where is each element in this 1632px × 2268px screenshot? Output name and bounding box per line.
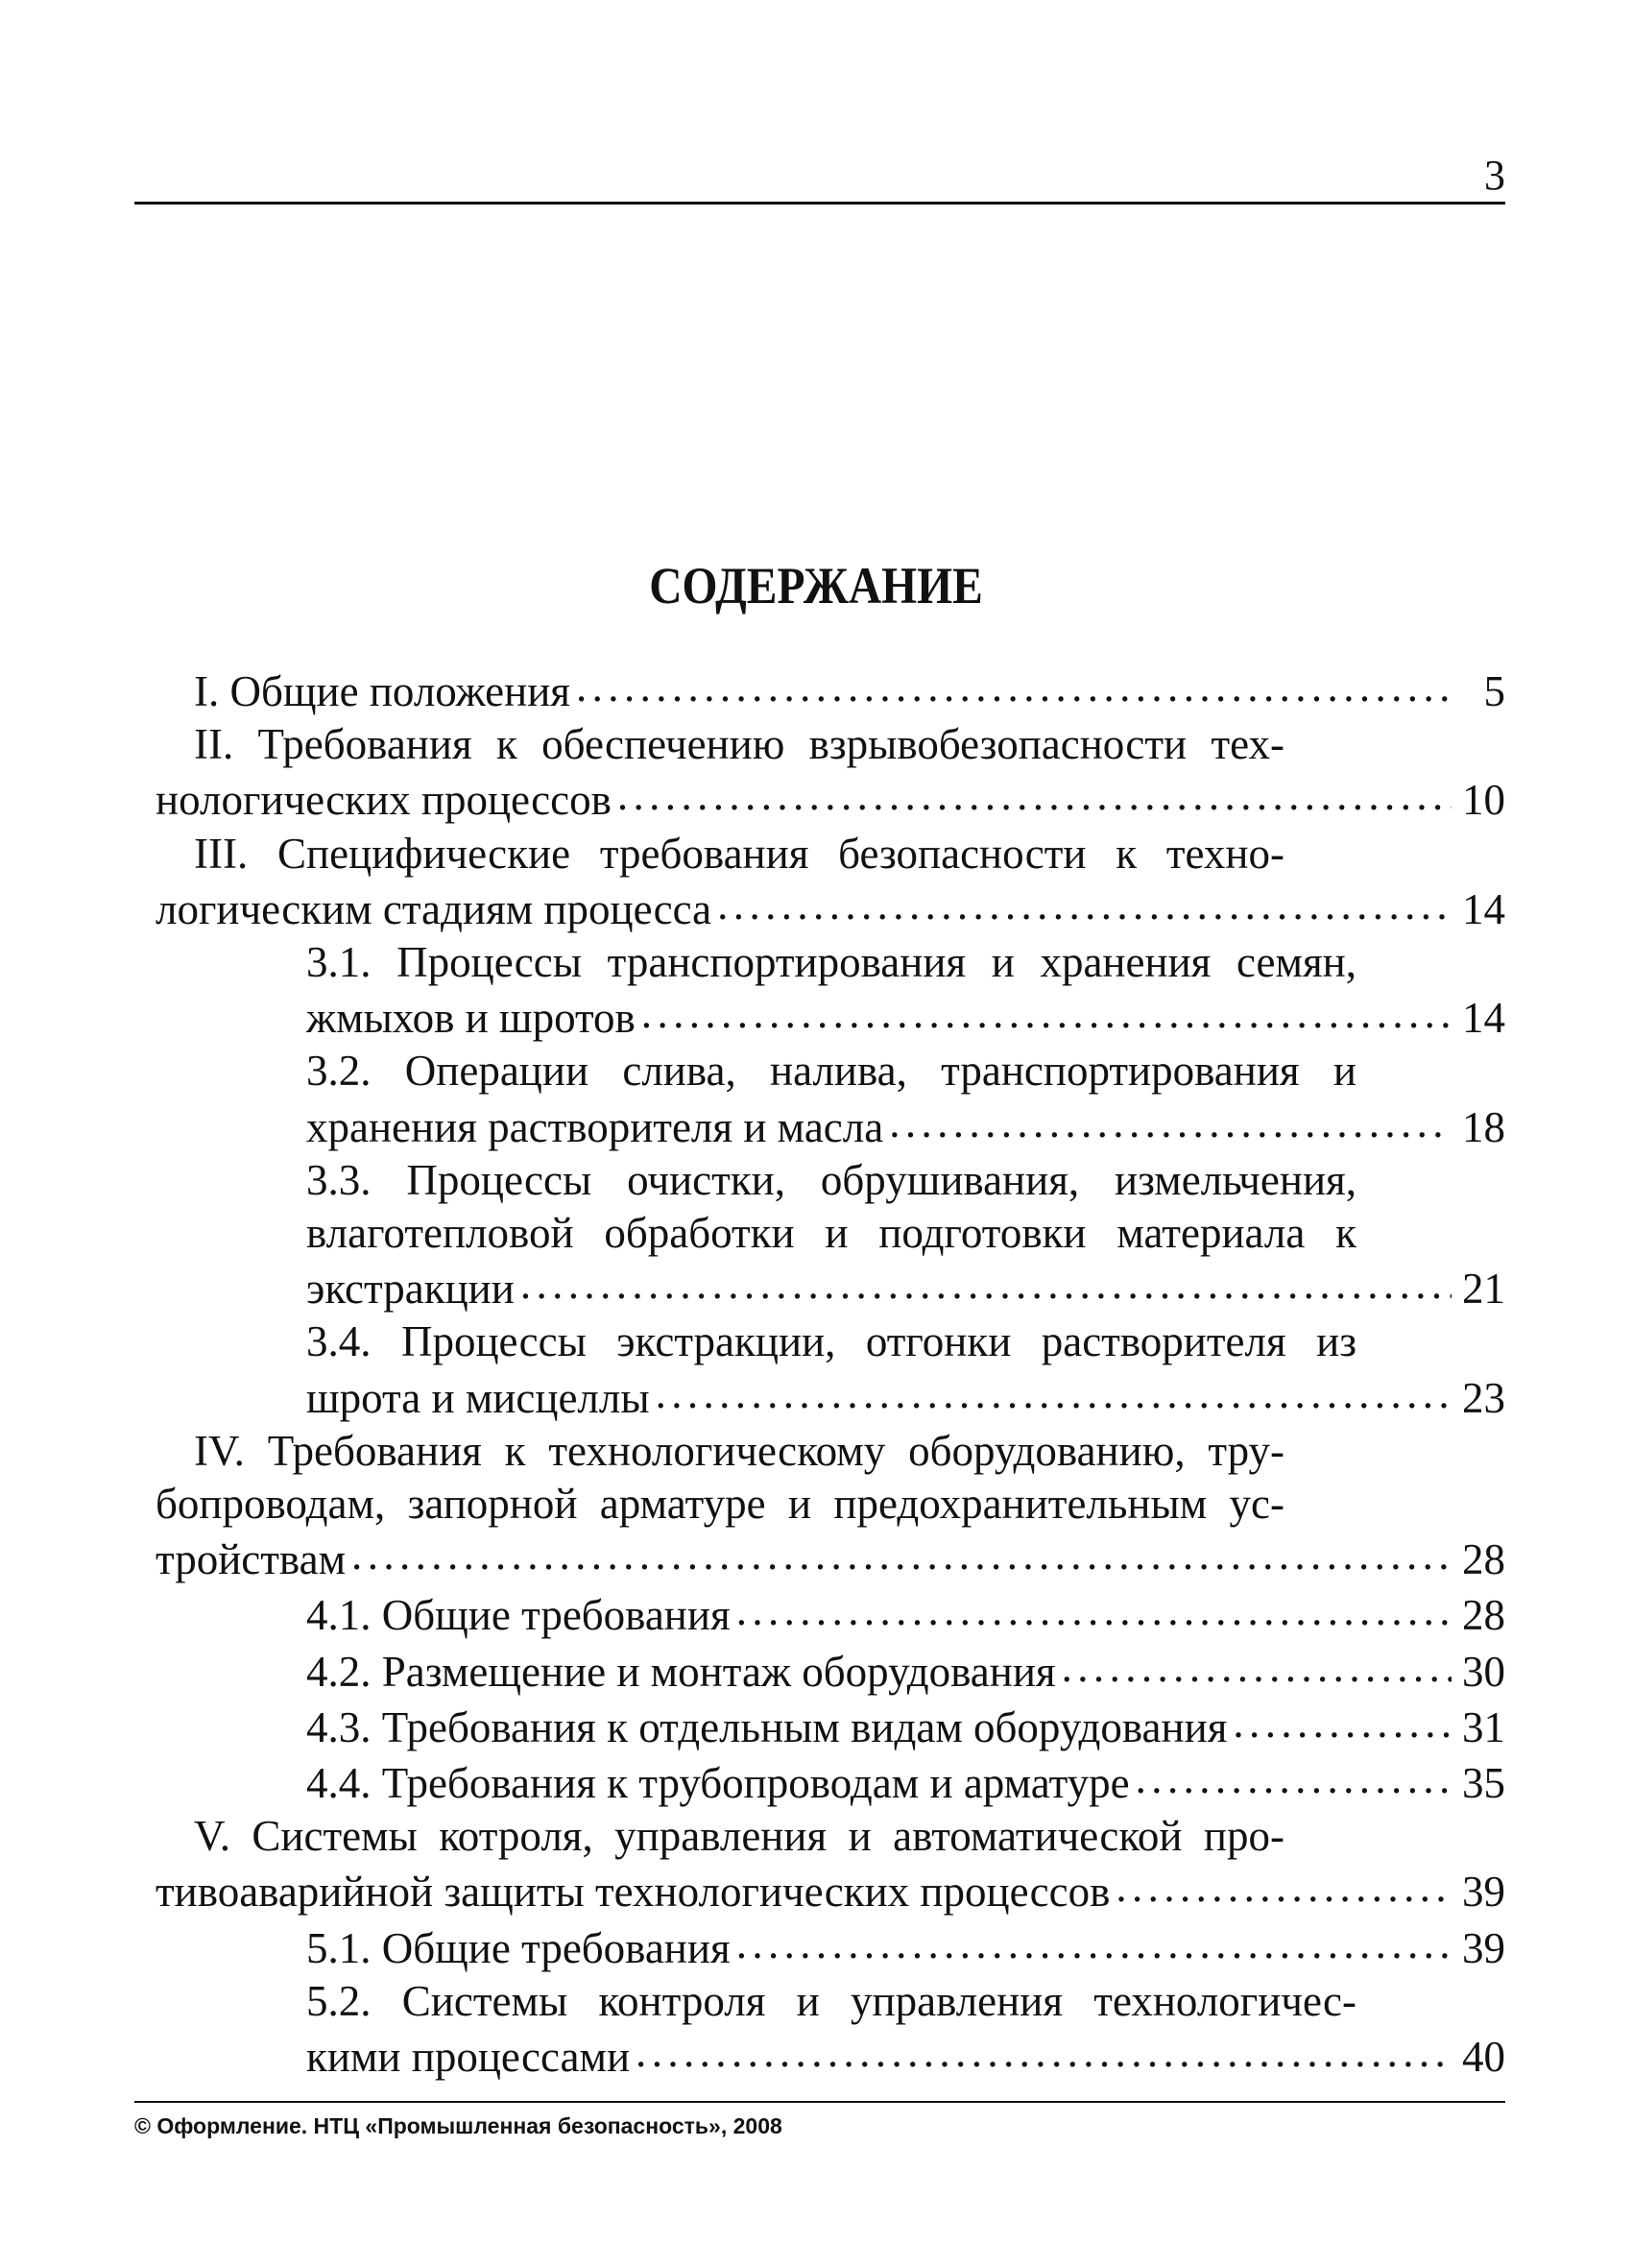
dot-leader [1116,1863,1452,1906]
toc-entry [156,1975,1505,2084]
toc-page-number: 10 [1462,776,1505,825]
toc-entry-line: III. Специфические требования безопасности к техно- [194,829,1284,878]
toc-entry [156,1810,1505,1918]
dot-leader [656,1369,1452,1412]
toc-page-number: 18 [1462,1102,1505,1151]
toc-page-number: 31 [1462,1702,1505,1751]
toc-entry-last-line [228,1919,1505,1975]
toc-page-number: 14 [1462,994,1505,1043]
dot-leader [717,881,1452,924]
toc-entry-last-line [228,1643,1505,1699]
toc-entry-line: 3.3. Процессы очистки, обрушивания, измельчения, [306,1155,1356,1204]
toc-entry [156,1586,1505,1642]
dot-leader [1136,1754,1452,1798]
copyright-notice: © Оформление. НТЦ «Промышленная безопасность», 2008 [134,2113,782,2138]
dot-leader [520,1260,1452,1303]
toc-entry [156,718,1505,827]
table-of-contents [156,663,1505,2084]
toc-page-number: 5 [1483,667,1505,715]
page-number: 3 [1484,152,1505,199]
toc-entry-line: 3.4. Процессы экстракции, отгонки растворителя из [306,1317,1356,1366]
toc-entry [156,828,1505,936]
toc-page-number: 39 [1462,1868,1505,1917]
toc-entry-last-line [228,1098,1505,1154]
dot-leader [636,2028,1452,2071]
toc-entry-text: 5.1. Общие требования [306,1923,731,1972]
toc-entry [156,1699,1505,1754]
toc-entry-last-line [156,881,1505,936]
toc-entry-line: 5.2. Системы контроля и управления технологичес- [306,1976,1356,2025]
dot-leader [576,663,1452,706]
toc-page-number: 35 [1462,1759,1505,1808]
toc-entry-text: тивоаварийной защиты технологических процессов [156,1868,1111,1917]
dot-leader [1233,1699,1452,1742]
toc-entry [156,1315,1505,1424]
toc-entry-last-line [228,1369,1505,1425]
toc-entry-last-line [228,1699,1505,1754]
toc-page-number: 21 [1462,1265,1505,1314]
toc-page-number: 40 [1462,2033,1505,2082]
toc-entry-text: 4.4. Требования к трубопроводам и арматуре [306,1759,1130,1808]
toc-entry-last-line [228,1586,1505,1642]
dot-leader [1062,1643,1452,1686]
toc-entry-last-line [156,1531,1505,1586]
toc-entry-last-line [156,1863,1505,1918]
toc-entry-text: тройствам [156,1535,347,1584]
dot-leader [736,1919,1452,1963]
header-rule [134,202,1505,205]
toc-entry-last-line [228,1754,1505,1810]
toc-entry-line: V. Системы котроля, управления и автоматической про- [194,1812,1284,1861]
toc-page-number: 39 [1462,1923,1505,1972]
toc-entry-text: логическим стадиям процесса [156,884,712,933]
toc-page-number: 30 [1462,1647,1505,1696]
toc-entry-last-line [228,989,1505,1045]
toc-entry [156,1919,1505,1975]
toc-entry-line: влаготепловой обработки и подготовки материала к [306,1209,1356,1258]
toc-entry-line: IV. Требования к технологическому оборудованию, тру- [194,1426,1284,1475]
toc-entry-last-line [228,1260,1505,1315]
toc-entry [156,1425,1505,1587]
toc-entry [156,936,1505,1045]
toc-entry-text: жмыхов и шротов [306,994,636,1043]
toc-entry-text: шрота и мисцеллы [306,1373,650,1422]
dot-leader [617,771,1452,814]
dot-leader [351,1531,1452,1574]
toc-entry-line: 3.1. Процессы транспортирования и хранения семян, [306,938,1356,987]
toc-page-number: 28 [1462,1591,1505,1640]
toc-entry-text: экстракции [306,1265,515,1314]
toc-entry-line: II. Требования к обеспечению взрывобезопасности тех- [194,720,1284,769]
toc-entry-line: бопроводам, запорной арматуре и предохранительным ус- [156,1480,1284,1529]
toc-page-number: 23 [1462,1373,1505,1422]
toc-entry-text: 4.2. Размещение и монтаж оборудования [306,1647,1056,1696]
footer-rule [134,2101,1505,2103]
toc-entry-text: нологических процессов [156,776,612,825]
toc-entry-line: 3.2. Операции слива, налива, транспортирования и [306,1047,1356,1096]
toc-entry-text: кими процессами [306,2033,631,2082]
dot-leader [889,1098,1452,1142]
toc-entry-last-line [156,771,1505,827]
toc-entry [156,663,1505,718]
toc-entry-text: 4.3. Требования к отдельным видам оборудования [306,1702,1228,1751]
toc-entry-text: 4.1. Общие требования [306,1591,731,1640]
toc-title: СОДЕРЖАНИЕ [649,557,983,615]
toc-entry [156,1643,1505,1699]
dot-leader [641,989,1452,1032]
toc-entry [156,1754,1505,1810]
toc-entry [156,1045,1505,1153]
toc-entry-text: хранения растворителя и масла [306,1102,884,1151]
toc-entry-last-line [156,663,1505,718]
toc-entry [156,1154,1505,1316]
dot-leader [736,1586,1452,1629]
toc-page-number: 28 [1462,1535,1505,1584]
toc-entry-text: I. Общие положения [194,667,570,715]
toc-entry-last-line [228,2028,1505,2084]
toc-page-number: 14 [1462,884,1505,933]
